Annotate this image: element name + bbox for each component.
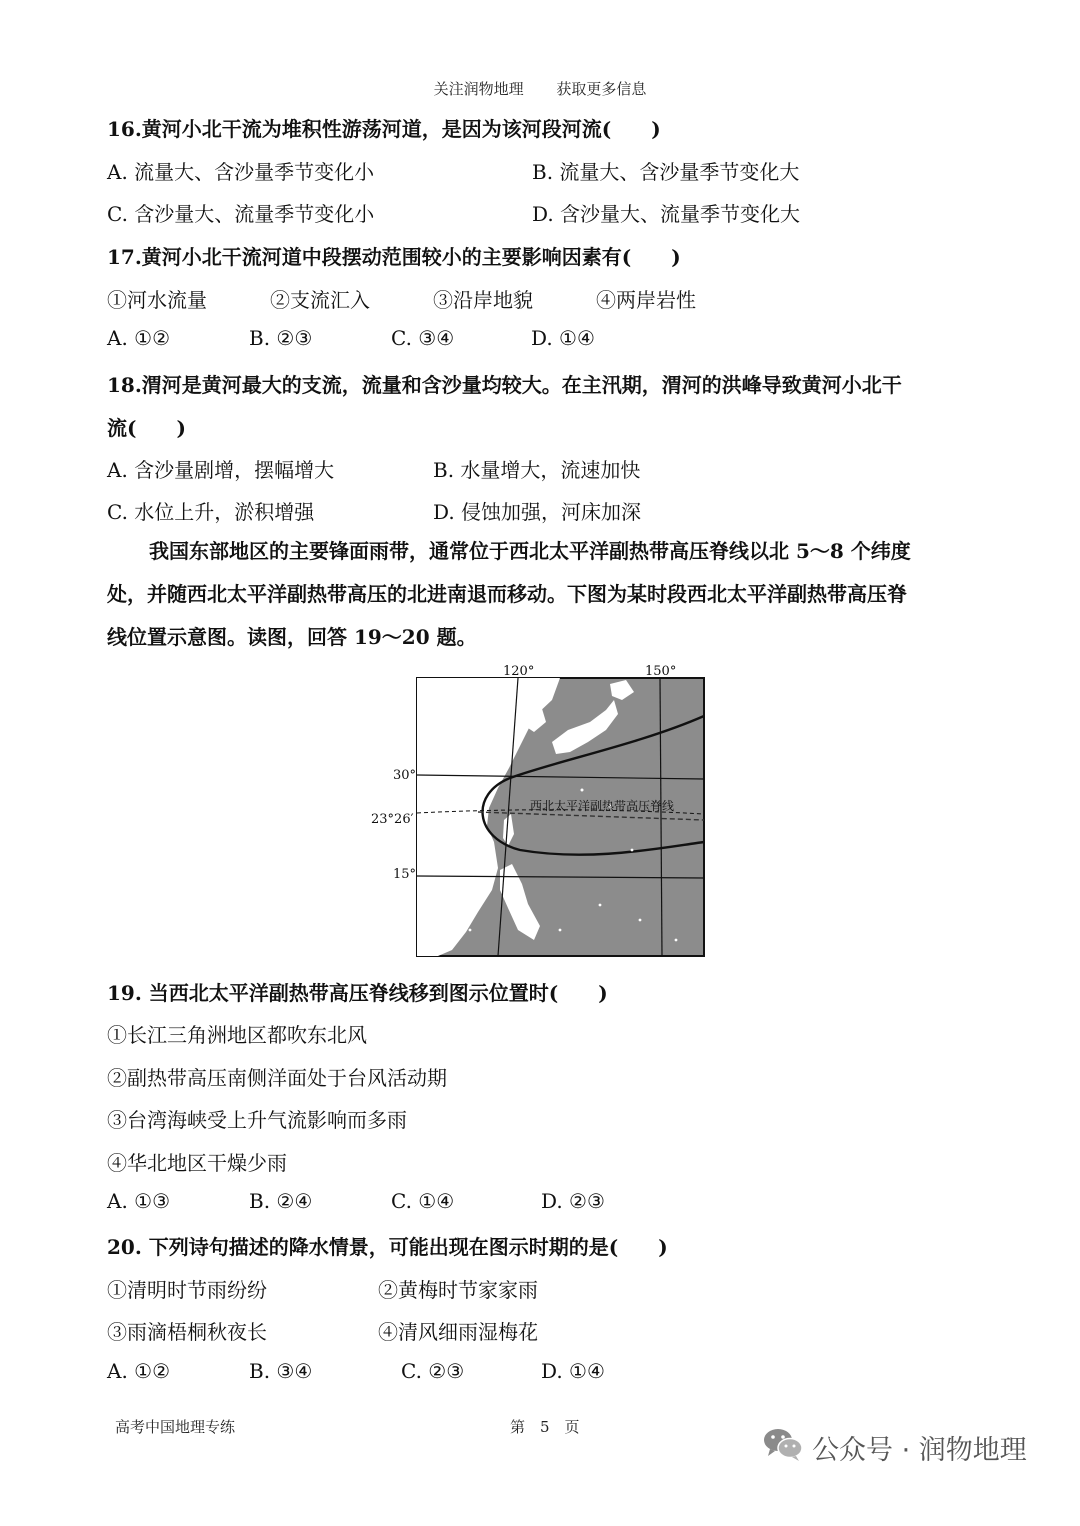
q20-option-d: D. ①④ [541, 1359, 605, 1383]
q18-option-a: A. 含沙量剧增，摆幅增大 [107, 458, 335, 482]
header-left: 关注润物地理 [433, 80, 524, 98]
wechat-icon [762, 1426, 804, 1462]
footer-page-number: 第 5 页 [510, 1418, 580, 1436]
q18-option-c: C. 水位上升，淤积增强 [107, 500, 315, 524]
watermark-text: 公众号 · 润物地理 [812, 1435, 1027, 1466]
q19-stem: 19. 当西北太平洋副热带高压脊线移到图示位置时( ) [107, 981, 608, 1005]
q18-stem-line1: 18.渭河是黄河最大的支流，流量和含沙量均较大。在主汛期，渭河的洪峰导致黄河小北干 [107, 373, 902, 397]
passage-line1: 我国东部地区的主要锋面雨带，通常位于西北太平洋副热带高压脊线以北 5～8 个纬度 [149, 539, 911, 563]
map-lon-150: 150° [645, 664, 677, 679]
q20-item-1: ①清明时节雨纷纷 [107, 1278, 267, 1302]
q16-option-b: B. 流量大、含沙量季节变化大 [532, 160, 800, 184]
q17-item-4: ④两岸岩性 [596, 288, 696, 312]
q20-item-4: ④清风细雨湿梅花 [378, 1320, 538, 1344]
q17-stem: 17.黄河小北干流河道中段摆动范围较小的主要影响因素有( ) [107, 245, 681, 269]
q19-item-2: ②副热带高压南侧洋面处于台风活动期 [107, 1066, 447, 1090]
q19-item-3: ③台湾海峡受上升气流影响而多雨 [107, 1108, 407, 1132]
q17-item-1: ①河水流量 [107, 288, 207, 312]
q20-option-c: C. ②③ [401, 1359, 465, 1383]
q17-option-b: B. ②③ [249, 326, 313, 350]
q16-option-a: A. 流量大、含沙量季节变化小 [107, 160, 375, 184]
map-lat-30: 30° [393, 768, 417, 783]
footer-title: 高考中国地理专练 [115, 1418, 236, 1436]
header-right: 获取更多信息 [556, 80, 647, 98]
q20-option-b: B. ③④ [249, 1359, 313, 1383]
q20-item-2: ②黄梅时节家家雨 [378, 1278, 538, 1302]
q19-option-c: C. ①④ [391, 1189, 455, 1213]
q17-option-a: A. ①② [107, 326, 171, 350]
q20-option-a: A. ①② [107, 1359, 171, 1383]
q16-stem: 16.黄河小北干流为堆积性游荡河道，是因为该河段河流( ) [107, 117, 661, 141]
passage-line2: 处，并随西北太平洋副热带高压的北进南退而移动。下图为某时段西北太平洋副热带高压脊 [107, 582, 907, 606]
q18-option-d: D. 侵蚀加强，河床加深 [433, 500, 642, 524]
q17-item-3: ③沿岸地貌 [433, 288, 533, 312]
q20-item-3: ③雨滴梧桐秋夜长 [107, 1320, 267, 1344]
map-lon-120: 120° [503, 664, 535, 679]
q16-option-d: D. 含沙量大、流量季节变化大 [532, 202, 801, 226]
q18-stem-line2: 流( ) [107, 416, 186, 440]
passage-line3: 线位置示意图。读图，回答 19～20 题。 [107, 625, 477, 649]
q19-option-b: B. ②④ [249, 1189, 313, 1213]
q20-stem: 20. 下列诗句描述的降水情景，可能出现在图示时期的是( ) [107, 1235, 668, 1259]
page-header [0, 78, 1080, 99]
q17-option-c: C. ③④ [391, 326, 455, 350]
q19-option-a: A. ①③ [107, 1189, 171, 1213]
q19-option-d: D. ②③ [541, 1189, 605, 1213]
map-ridge-label: 西北太平洋副热带高压脊线 [530, 799, 675, 813]
q17-item-2: ②支流汇入 [270, 288, 370, 312]
q16-option-c: C. 含沙量大、流量季节变化小 [107, 202, 375, 226]
q19-item-4: ④华北地区干燥少雨 [107, 1151, 287, 1175]
q18-option-b: B. 水量增大，流速加快 [433, 458, 641, 482]
q19-item-1: ①长江三角洲地区都吹东北风 [107, 1023, 367, 1047]
q17-option-d: D. ①④ [531, 326, 595, 350]
map-lat-tropic: 23°26′ [371, 812, 414, 827]
map-lat-15: 15° [393, 867, 417, 882]
